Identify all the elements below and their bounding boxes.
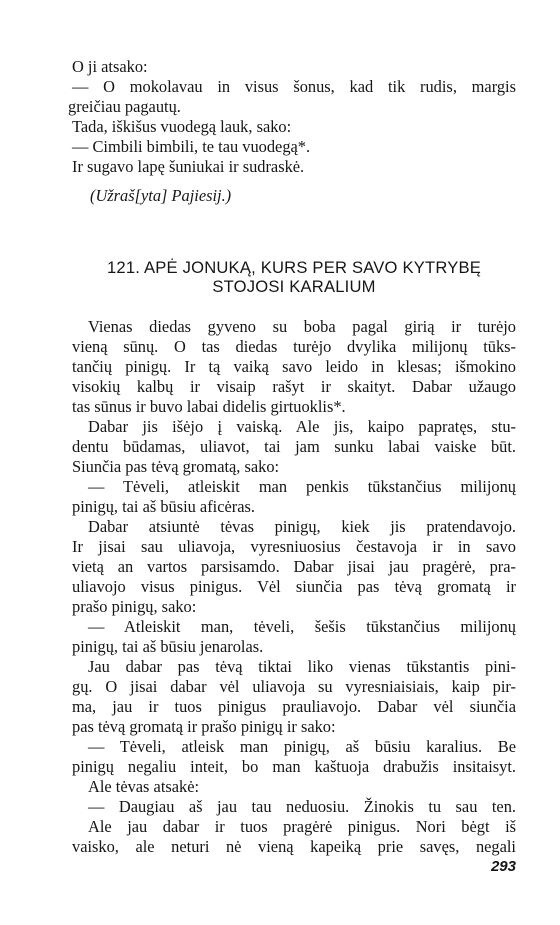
text-line: Vienas diedas gyveno su boba pagal girią ir turėjo xyxy=(88,317,516,336)
story-body xyxy=(72,317,516,857)
heading-line: 121. APĖ JONUKĄ, KURS PER SAVO KYTRYBĘ xyxy=(106,258,482,277)
text-line: ma, jau ir tuos pinigus prauliavojo. Dabar vėl siunčia xyxy=(72,697,516,716)
text-line: Ale jau dabar ir tuos pragėrė pinigus. Nori bėgt iš xyxy=(88,817,516,836)
text-line: greičiau pagautų. xyxy=(68,97,181,116)
text-line: gų. O jisai dabar vėl uliavoja su vyresniaisiais, kaip pir- xyxy=(72,677,516,696)
text-line: — Cimbili bimbili, te tau vuodegą*. xyxy=(72,137,311,156)
text-line: — Atleiskit man, tėveli, šešis tūkstančius milijonų xyxy=(88,617,516,636)
text-line: Dabar atsiuntė tėvas pinigų, kiek jis pratendavojo. xyxy=(88,517,516,536)
text-line: Ir jisai sau uliavoja, vyresniuosius čestavoja ir in savo xyxy=(72,537,516,556)
text-line: Dabar jis išėjo į vaiską. Ale jis, kaipo papratęs, stu- xyxy=(88,417,516,436)
text-line: tančių pinigų. Ir tą vaiką savo leido in klesas; išmokino xyxy=(72,357,516,376)
text-line: uliavojo visus pinigus. Vėl siunčia pas tėvą gromatą ir xyxy=(72,577,516,596)
text-line: visokių kalbų ir visaip rašyt ir skaityt. Dabar užaugo xyxy=(72,377,516,396)
source-note: (Užraš[yta] Pajiesij.) xyxy=(90,186,232,205)
text-line: — Daugiau aš jau tau neduosiu. Žinokis tu sau ten. xyxy=(88,797,516,816)
heading-line: STOJOSI KARALIUM xyxy=(212,277,376,296)
text-line: vieną sūnų. O tas diedas turėjo dvylika milijonų tūks- xyxy=(72,337,516,356)
text-line: — O mokolavau in visus šonus, kad tik rudis, margis xyxy=(72,77,516,96)
text-line: Tada, iškišus vuodegą lauk, sako: xyxy=(72,117,292,136)
text-line: Jau dabar pas tėvą tiktai liko vienas tūkstantis pini- xyxy=(88,657,516,676)
text-line: Siunčia pas tėvą gromatą, sako: xyxy=(72,457,280,476)
story-heading xyxy=(72,258,516,296)
story-ending xyxy=(68,57,516,177)
text-line: Ale tėvas atsakė: xyxy=(88,777,200,796)
page-number: 293 xyxy=(490,858,516,875)
text-line: vietą an vartos parsisamdo. Dabar jisai jau pragėrė, pra- xyxy=(72,557,516,576)
text-line: prašo pinigų, sako: xyxy=(72,597,197,616)
text-line: pas tėvą gromatą ir prašo pinigų ir sako: xyxy=(72,717,336,736)
text-line: pinigų, tai aš būsiu aficėras. xyxy=(72,497,255,516)
text-line: O ji atsako: xyxy=(72,57,148,76)
text-line: dentu būdamas, uliavot, tai jam sunku labai vaiske būt. xyxy=(72,437,516,456)
text-line: — Tėveli, atleiskit man penkis tūkstančius milijonų xyxy=(88,477,516,496)
text-line: tas sūnus ir buvo labai didelis girtuoklis*. xyxy=(72,397,346,416)
text-line: pinigų, tai aš būsiu jenarolas. xyxy=(72,637,264,656)
text-line: pinigų negaliu inteit, bo man kaštuoja drabužis insitaisyt. xyxy=(72,757,516,776)
text-line: — Tėveli, atleisk man pinigų, aš būsiu karalius. Be xyxy=(88,737,516,756)
text-line: vaisko, ale neturi nė vieną kapeiką prie savęs, negali xyxy=(72,837,516,856)
text-line: Ir sugavo lapę šuniukai ir sudraskė. xyxy=(72,157,305,176)
